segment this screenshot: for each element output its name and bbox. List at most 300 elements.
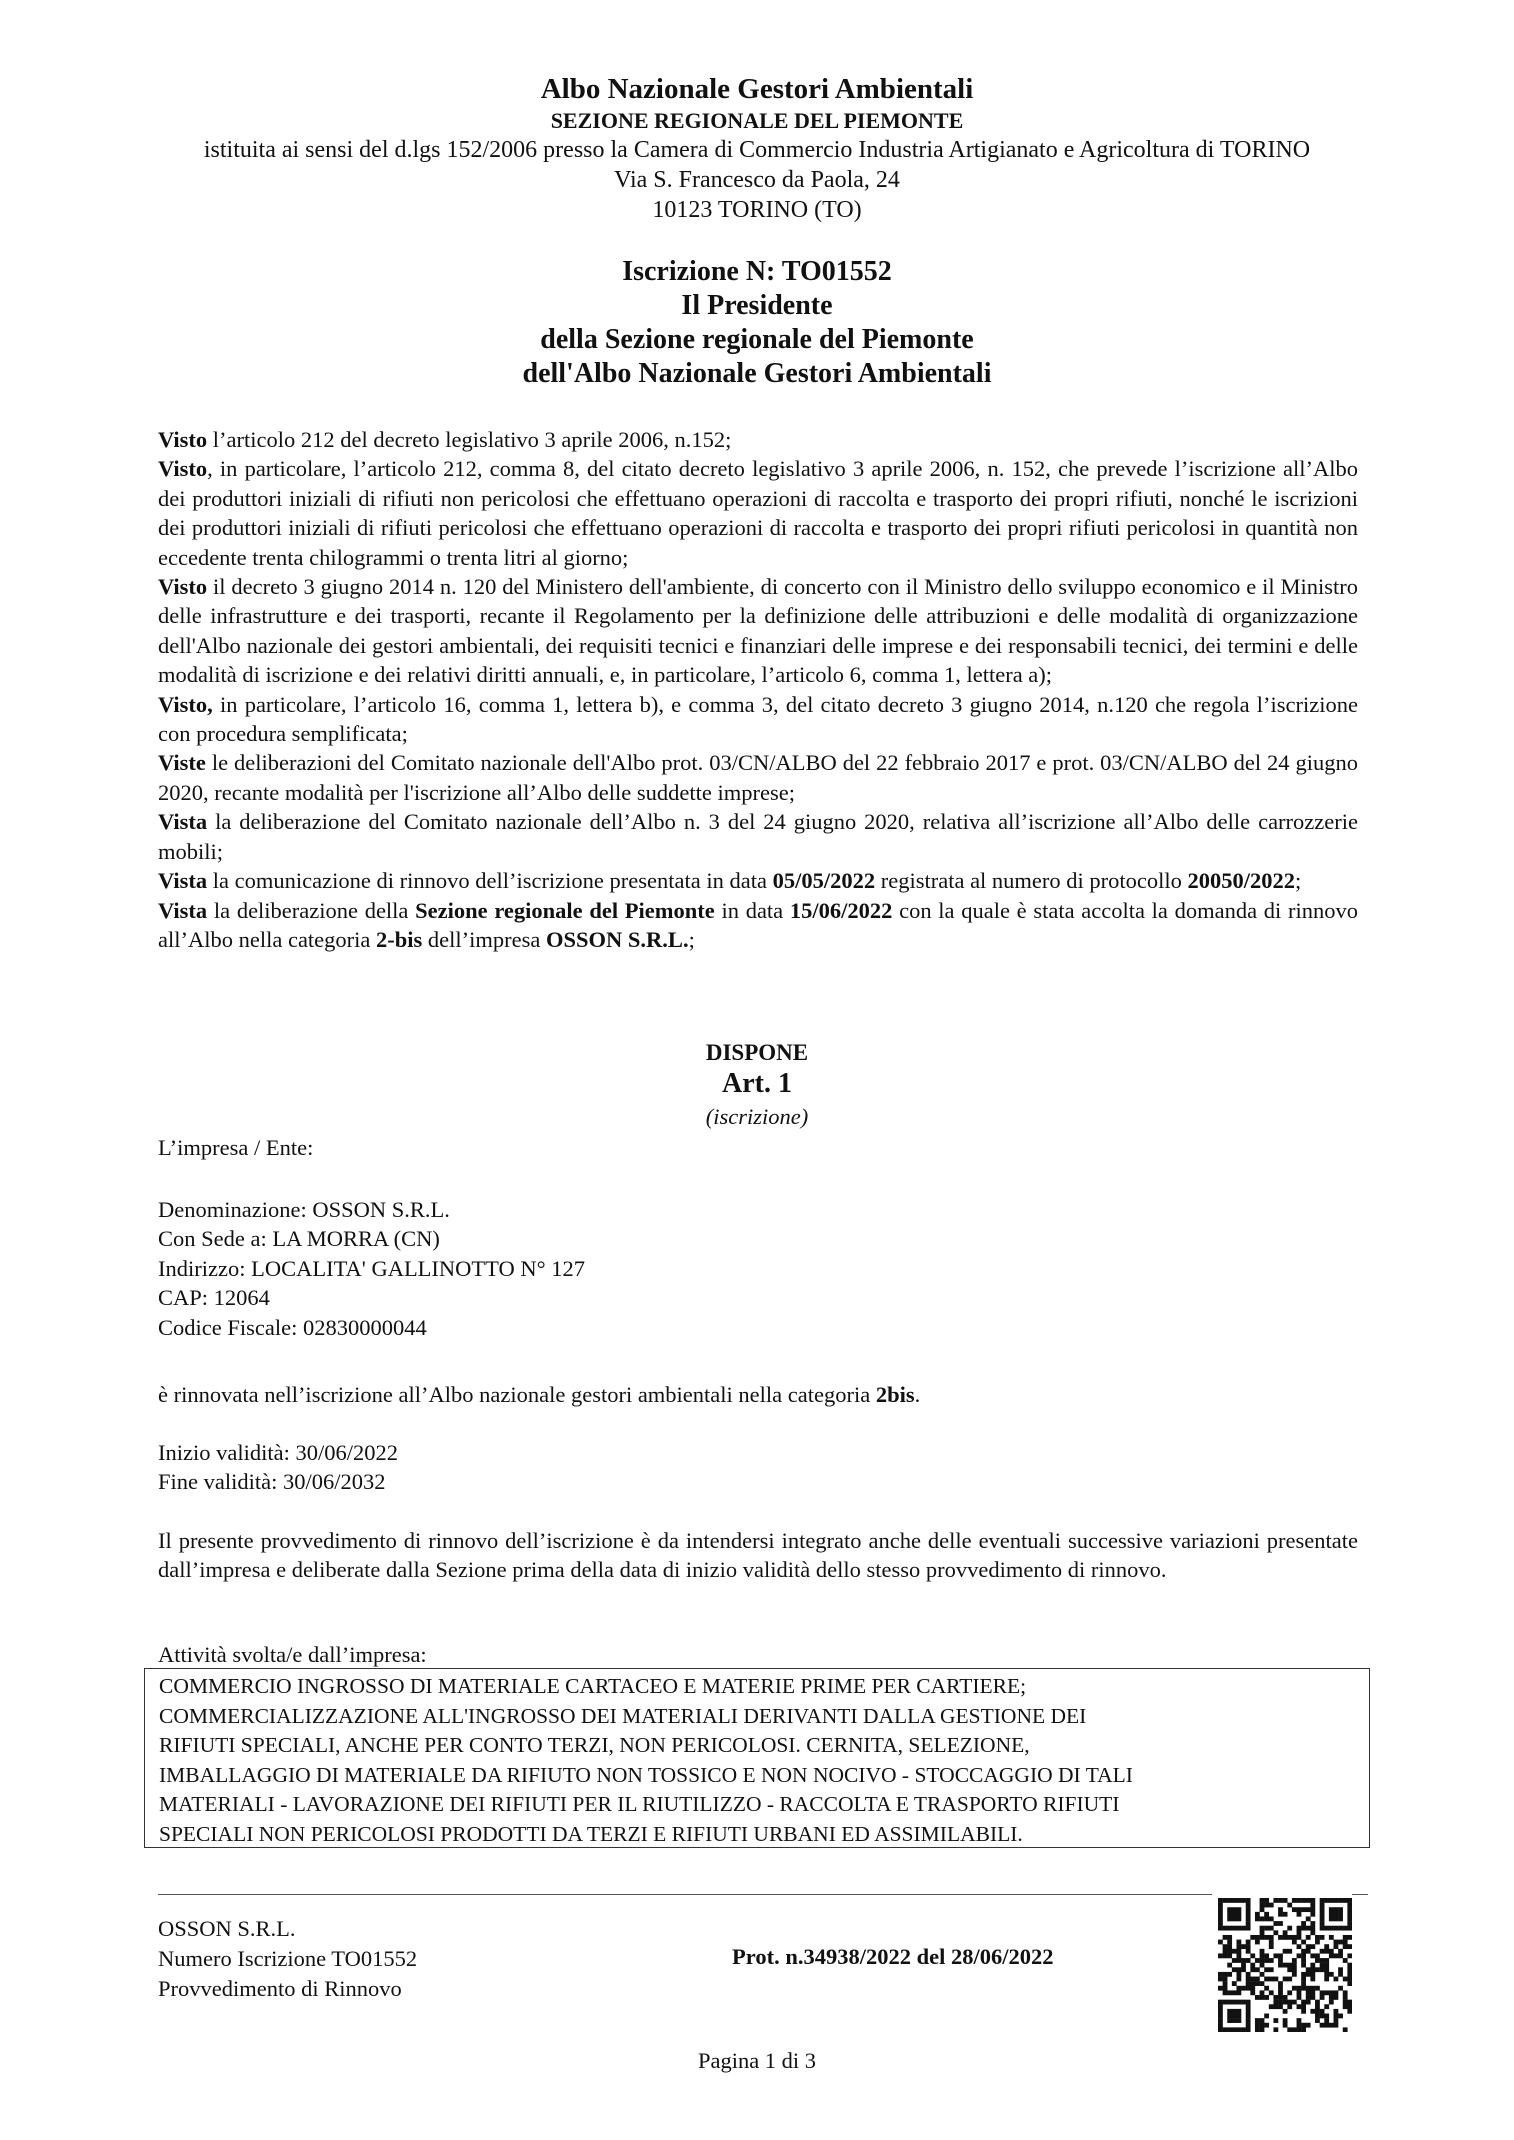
qr-module (1297, 1990, 1302, 1995)
qr-module (1255, 1977, 1260, 1982)
qr-module (1260, 2023, 1265, 2028)
qr-module (1343, 1958, 1348, 1963)
qr-module (1347, 1898, 1352, 1903)
qr-module (1246, 2023, 1251, 2028)
qr-module (1218, 2018, 1223, 2023)
header-city: 10123 TORINO (TO) (652, 197, 862, 223)
qr-module (1301, 1972, 1306, 1977)
qr-module (1241, 1963, 1246, 1968)
qr-module (1334, 2009, 1339, 2014)
qr-module (1269, 1990, 1274, 1995)
qr-module (1292, 2027, 1297, 2032)
qr-module (1310, 1944, 1315, 1949)
qr-module (1310, 1986, 1315, 1991)
qr-module (1232, 1967, 1237, 1972)
registration-number: Iscrizione N: TO01552 (622, 256, 892, 287)
qr-module (1218, 1972, 1223, 1977)
qr-module (1324, 1949, 1329, 1954)
qr-module (1236, 1967, 1241, 1972)
company-name: OSSON S.R.L. (546, 926, 689, 952)
qr-module (1264, 2023, 1269, 2028)
qr-module (1347, 1944, 1352, 1949)
qr-module (1246, 1912, 1251, 1917)
qr-module (1218, 1912, 1223, 1917)
qr-module (1292, 1898, 1297, 1903)
qr-module (1310, 1995, 1315, 2000)
qr-module (1343, 1940, 1348, 1945)
qr-code-icon (1218, 1898, 1352, 2032)
qr-module (1301, 1986, 1306, 1991)
qr-module (1347, 2009, 1352, 2014)
qr-module (1334, 1912, 1339, 1917)
qr-module (1264, 1916, 1269, 1921)
qr-module (1250, 1967, 1255, 1972)
qr-module (1260, 1949, 1265, 1954)
qr-module (1250, 1953, 1255, 1958)
qr-module (1223, 1972, 1228, 1977)
qr-module (1236, 2018, 1241, 2023)
qr-module (1310, 1926, 1315, 1931)
qr-module (1278, 1995, 1283, 2000)
qr-module (1227, 1935, 1232, 1940)
qr-module (1306, 1949, 1311, 1954)
qr-module (1310, 1907, 1315, 1912)
company-address: Indirizzo: LOCALITA' GALLINOTTO N° 127 (158, 1255, 585, 1281)
qr-module (1343, 1990, 1348, 1995)
activity-line: COMMERCIALIZZAZIONE ALL'INGROSSO DEI MATERIALI DERIVANTI DALLA GESTIONE DEI (159, 1703, 1087, 1728)
qr-module (1260, 1935, 1265, 1940)
qr-module (1223, 1926, 1228, 1931)
qr-module (1310, 1953, 1315, 1958)
qr-module (1338, 1953, 1343, 1958)
qr-module (1278, 1935, 1283, 1940)
protocol-number: 20050/2022 (1187, 868, 1296, 894)
qr-module (1329, 1898, 1334, 1903)
qr-module (1292, 1986, 1297, 1991)
qr-module (1241, 1967, 1246, 1972)
qr-module (1287, 2027, 1292, 2032)
qr-module (1283, 1949, 1288, 1954)
qr-module (1347, 1977, 1352, 1982)
premise-keyword: Vista (158, 809, 208, 835)
qr-module (1292, 1935, 1297, 1940)
qr-module (1250, 1981, 1255, 1986)
qr-module (1310, 1930, 1315, 1935)
qr-module (1223, 1953, 1228, 1958)
qr-module (1297, 1953, 1302, 1958)
qr-module (1306, 1898, 1311, 1903)
qr-module (1232, 2000, 1237, 2005)
qr-module (1236, 2014, 1241, 2019)
qr-module (1269, 1958, 1274, 1963)
qr-module (1227, 1916, 1232, 1921)
qr-module (1227, 1972, 1232, 1977)
qr-module (1306, 2023, 1311, 2028)
qr-module (1306, 2000, 1311, 2005)
qr-module (1246, 2018, 1251, 2023)
qr-module (1264, 1995, 1269, 2000)
qr-module (1227, 1940, 1232, 1945)
qr-module (1324, 1944, 1329, 1949)
qr-module (1264, 1967, 1269, 1972)
qr-module (1264, 1958, 1269, 1963)
premise-text: , in particolare, l’articolo 212, comma 8, del citato decreto legislativo 3 aprile 2006, n. 152, che prevede l’iscrizione all’Albo dei produttori iniziali di rifiuti non pericolosi che effettuano operazioni di raccolta e trasporto dei propri rifiuti, nonché le iscrizioni dei produttori iniziali di rifiuti pericolosi che effettuano operazioni di raccolta e trasporto dei propri rifiuti pericolosi in quantità non eccedente trenta chilogrammi o trenta litri al giorno; (158, 456, 1358, 570)
qr-module (1343, 1944, 1348, 1949)
qr-module (1283, 1912, 1288, 1917)
premise-6 (158, 807, 1358, 866)
qr-module (1227, 1898, 1232, 1903)
article-subtitle: (iscrizione) (705, 1104, 809, 1129)
qr-module (1292, 1967, 1297, 1972)
qr-code-graphic (1218, 1898, 1352, 2032)
qr-module (1273, 2027, 1278, 2032)
qr-module (1324, 2023, 1329, 2028)
qr-module (1264, 2014, 1269, 2019)
qr-module (1343, 2004, 1348, 2009)
qr-module (1338, 1916, 1343, 1921)
qr-module (1315, 1967, 1320, 1972)
qr-module (1273, 1977, 1278, 1982)
qr-module (1320, 1963, 1325, 1968)
qr-module (1218, 2000, 1223, 2005)
president-section: della Sezione regionale del Piemonte (540, 324, 974, 355)
qr-module (1232, 1958, 1237, 1963)
premise-text: la deliberazione della (207, 897, 416, 923)
qr-module (1232, 1990, 1237, 1995)
premise-text: il decreto 3 giugno 2014 n. 120 del Ministero dell'ambiente, di concerto con il Ministro dello sviluppo economico e il Ministro delle infrastrutture e dei trasporti, recante il Regolamento per la definizione delle attribuzioni e delle modalità di organizzazione dell'Albo nazionale dei gestori ambientali, dei requisiti tecnici e finanziari delle imprese e dei responsabili tecnici, dei termini e delle modalità di iscrizione e dei relativi diritti annuali, e, in particolare, l’articolo 6, comma 1, lettera a); (158, 574, 1358, 688)
qr-module (1347, 1907, 1352, 1912)
qr-module (1236, 2009, 1241, 2014)
protocol-reference: Prot. n.34938/2022 del 28/06/2022 (732, 1944, 1054, 1969)
qr-module (1269, 1977, 1274, 1982)
qr-module (1347, 1972, 1352, 1977)
qr-module (1301, 1981, 1306, 1986)
qr-module (1236, 1986, 1241, 1991)
premise-2 (158, 454, 1358, 572)
qr-module (1278, 1921, 1283, 1926)
qr-module (1232, 1912, 1237, 1917)
qr-module (1246, 1944, 1251, 1949)
qr-module (1306, 1990, 1311, 1995)
qr-module (1236, 2000, 1241, 2005)
qr-module (1232, 1898, 1237, 1903)
qr-module (1241, 1898, 1246, 1903)
qr-module (1347, 1916, 1352, 1921)
qr-module (1310, 1977, 1315, 1982)
qr-module (1269, 1940, 1274, 1945)
qr-module (1297, 1944, 1302, 1949)
qr-module (1320, 2014, 1325, 2019)
qr-module (1347, 1926, 1352, 1931)
qr-module (1310, 1921, 1315, 1926)
qr-module (1269, 1916, 1274, 1921)
article-heading: Art. 1 (722, 1068, 792, 1099)
qr-module (1223, 1981, 1228, 1986)
qr-module (1343, 1935, 1348, 1940)
qr-module (1264, 1977, 1269, 1982)
qr-module (1241, 1944, 1246, 1949)
qr-module (1329, 1995, 1334, 2000)
activities-label: Attività svolta/e dall’impresa: (158, 1642, 427, 1667)
qr-module (1218, 2004, 1223, 2009)
qr-module (1260, 1963, 1265, 1968)
qr-module (1347, 1981, 1352, 1986)
qr-module (1287, 1926, 1292, 1931)
qr-module (1255, 1940, 1260, 1945)
qr-module (1315, 2000, 1320, 2005)
premise-1 (158, 425, 1358, 454)
qr-module (1324, 2018, 1329, 2023)
qr-module (1324, 1963, 1329, 1968)
qr-module (1310, 1972, 1315, 1977)
qr-module (1223, 1990, 1228, 1995)
qr-module (1310, 1967, 1315, 1972)
qr-module (1287, 2004, 1292, 2009)
company-cap: CAP: 12064 (158, 1285, 270, 1311)
qr-module (1292, 1940, 1297, 1945)
qr-module (1320, 1949, 1325, 1954)
premise-keyword: Vista (158, 897, 208, 923)
qr-module (1297, 2018, 1302, 2023)
header-address: Via S. Francesco da Paola, 24 (614, 167, 900, 193)
qr-module (1297, 1907, 1302, 1912)
qr-module (1287, 1990, 1292, 1995)
qr-module (1269, 1903, 1274, 1908)
qr-module (1283, 2023, 1288, 2028)
qr-module (1264, 1912, 1269, 1917)
qr-module (1287, 1977, 1292, 1982)
premise-text: in data (714, 897, 790, 923)
premise-text: l’articolo 212 del decreto legislativo 3 aprile 2006, n.152; (207, 427, 732, 452)
qr-module (1218, 1977, 1223, 1982)
qr-module (1227, 1963, 1232, 1968)
qr-module (1320, 1907, 1325, 1912)
qr-module (1264, 1898, 1269, 1903)
qr-module (1347, 2000, 1352, 2005)
qr-module (1324, 2004, 1329, 2009)
qr-module (1278, 1986, 1283, 1991)
footer-company: OSSON S.R.L. (158, 1916, 296, 1941)
qr-module (1334, 1977, 1339, 1982)
premise-8 (158, 896, 1358, 955)
validity-start: Inizio validità: 30/06/2022 (158, 1440, 398, 1465)
qr-module (1227, 2027, 1232, 2032)
qr-module (1283, 1963, 1288, 1968)
qr-module (1297, 1930, 1302, 1935)
qr-module (1260, 1916, 1265, 1921)
qr-module (1236, 1926, 1241, 1931)
qr-module (1287, 1903, 1292, 1908)
premise-3 (158, 572, 1358, 690)
qr-module (1278, 2004, 1283, 2009)
qr-module (1297, 1926, 1302, 1931)
qr-module (1320, 1967, 1325, 1972)
qr-module (1232, 1981, 1237, 1986)
qr-module (1260, 2027, 1265, 2032)
qr-module (1329, 1972, 1334, 1977)
qr-module (1338, 1986, 1343, 1991)
qr-module (1324, 1990, 1329, 1995)
premise-text: ; (688, 926, 695, 952)
company-seat: Con Sede a: LA MORRA (CN) (158, 1226, 440, 1252)
qr-module (1223, 1977, 1228, 1982)
impresa-intro: L’impresa / Ente: (158, 1135, 314, 1160)
qr-module (1301, 1977, 1306, 1982)
qr-module (1269, 1926, 1274, 1931)
qr-module (1301, 1921, 1306, 1926)
qr-module (1329, 1916, 1334, 1921)
qr-module (1324, 1972, 1329, 1977)
qr-module (1264, 1953, 1269, 1958)
company-tax-code: Codice Fiscale: 02830000044 (158, 1314, 427, 1340)
qr-module (1278, 1912, 1283, 1917)
renewal-category: 2bis (875, 1382, 915, 1407)
qr-module (1306, 1944, 1311, 1949)
qr-module (1246, 1949, 1251, 1954)
qr-module (1232, 1926, 1237, 1931)
qr-module (1227, 2000, 1232, 2005)
qr-module (1343, 2027, 1348, 2032)
footer-divider (158, 1894, 1212, 1895)
qr-module (1264, 1903, 1269, 1908)
renewal-statement (158, 1380, 1358, 1409)
qr-module (1315, 1986, 1320, 1991)
qr-module (1269, 1944, 1274, 1949)
qr-module (1218, 1921, 1223, 1926)
renewal-end: . (914, 1382, 921, 1407)
qr-module (1218, 1940, 1223, 1945)
qr-module (1283, 2009, 1288, 2014)
qr-module (1260, 1930, 1265, 1935)
premise-5 (158, 748, 1358, 807)
qr-module (1329, 2000, 1334, 2005)
qr-module (1255, 2023, 1260, 2028)
qr-module (1306, 1986, 1311, 1991)
qr-module (1273, 1995, 1278, 2000)
qr-module (1236, 1898, 1241, 1903)
qr-module (1297, 2027, 1302, 2032)
qr-module (1329, 1949, 1334, 1954)
qr-module (1255, 1916, 1260, 1921)
qr-module (1255, 1935, 1260, 1940)
qr-module (1246, 1940, 1251, 1945)
qr-module (1227, 1912, 1232, 1917)
qr-module (1227, 1944, 1232, 1949)
president-title: Il Presidente (681, 290, 833, 321)
qr-module (1329, 1953, 1334, 1958)
premise-4 (158, 690, 1358, 749)
qr-module (1324, 1898, 1329, 1903)
qr-module (1273, 2004, 1278, 2009)
qr-module (1273, 2000, 1278, 2005)
qr-module (1269, 2004, 1274, 2009)
qr-module (1278, 1907, 1283, 1912)
qr-module (1218, 1907, 1223, 1912)
qr-module (1250, 1963, 1255, 1968)
qr-module (1223, 1986, 1228, 1991)
header-institution: istituita ai sensi del d.lgs 152/2006 presso la Camera di Commercio Industria Artigianato e Agricoltura di TORINO (203, 137, 1311, 163)
qr-module (1347, 1935, 1352, 1940)
qr-module (1338, 1898, 1343, 1903)
qr-module (1334, 1926, 1339, 1931)
qr-module (1227, 2018, 1232, 2023)
qr-module (1278, 1990, 1283, 1995)
qr-module (1301, 1940, 1306, 1945)
premise-keyword: Vista (158, 868, 208, 894)
qr-module (1218, 2014, 1223, 2019)
qr-module (1250, 1990, 1255, 1995)
qr-module (1338, 1907, 1343, 1912)
premise-text: con la quale è stata accolta la domanda di rinnovo all’Albo nella categoria (158, 897, 1358, 952)
qr-module (1223, 2000, 1228, 2005)
qr-module (1223, 1949, 1228, 1954)
page-number: Pagina 1 di 3 (697, 2048, 817, 2073)
qr-module (1260, 1958, 1265, 1963)
qr-module (1301, 1949, 1306, 1954)
premise-keyword: Visto, (158, 691, 213, 717)
qr-module (1343, 1926, 1348, 1931)
qr-module (1241, 1986, 1246, 1991)
premises-block (158, 425, 1358, 954)
qr-module (1246, 1898, 1251, 1903)
qr-module (1250, 1977, 1255, 1982)
qr-module (1236, 1977, 1241, 1982)
qr-module (1236, 1990, 1241, 1995)
qr-module (1301, 2004, 1306, 2009)
qr-module (1347, 1912, 1352, 1917)
qr-module (1324, 2014, 1329, 2019)
qr-module (1315, 1940, 1320, 1945)
qr-module (1227, 1990, 1232, 1995)
qr-module (1315, 2009, 1320, 2014)
qr-module (1320, 1926, 1325, 1931)
qr-module (1260, 1990, 1265, 1995)
qr-module (1320, 1935, 1325, 1940)
provvedimento-paragraph: Il presente provvedimento di rinnovo dell’iscrizione è da intendersi integrato anche delle eventuali successive variazioni presentate dall’impresa e deliberate dalla Sezione prima della data di inizio validità dello stesso provvedimento di rinnovo. (158, 1528, 1358, 1583)
qr-module (1232, 2009, 1237, 2014)
qr-module (1301, 1898, 1306, 1903)
qr-module (1241, 2000, 1246, 2005)
qr-module (1241, 1958, 1246, 1963)
qr-module (1329, 1990, 1334, 1995)
qr-module (1329, 1935, 1334, 1940)
qr-module (1338, 1926, 1343, 1931)
qr-module (1218, 1953, 1223, 1958)
qr-module (1260, 1926, 1265, 1931)
qr-module (1218, 2009, 1223, 2014)
qr-module (1218, 1916, 1223, 1921)
premise-keyword: Visto (158, 574, 208, 600)
qr-module (1292, 1907, 1297, 1912)
qr-module (1306, 1926, 1311, 1931)
qr-module (1306, 1907, 1311, 1912)
qr-module (1324, 1926, 1329, 1931)
footer-company-info (158, 1914, 417, 2004)
qr-module (1306, 1995, 1311, 2000)
qr-module (1273, 1953, 1278, 1958)
qr-module (1264, 1935, 1269, 1940)
qr-module (1246, 2027, 1251, 2032)
section-name: Sezione regionale del Piemonte (415, 897, 715, 923)
premise-text: la comunicazione di rinnovo dell’iscrizione presentata in data (207, 868, 773, 894)
qr-module (1297, 1986, 1302, 1991)
qr-module (1278, 1953, 1283, 1958)
qr-module (1241, 2027, 1246, 2032)
qr-module (1246, 2000, 1251, 2005)
qr-module (1218, 2027, 1223, 2032)
qr-module (1255, 1967, 1260, 1972)
qr-module (1287, 1949, 1292, 1954)
